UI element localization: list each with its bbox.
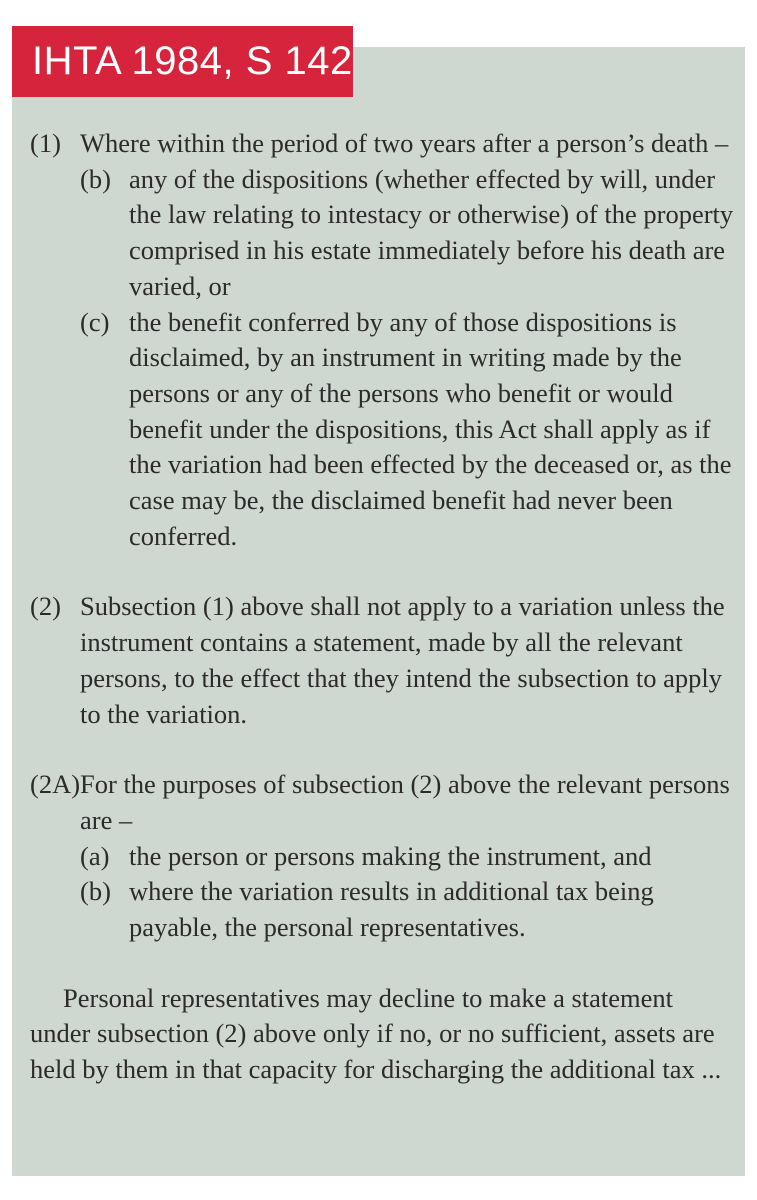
subsection-number: (1) bbox=[30, 128, 61, 158]
list-item bbox=[80, 839, 735, 875]
item-text: where the variation results in additional tax being payable, the personal representatives. bbox=[129, 876, 654, 943]
item-number: (b) bbox=[80, 876, 111, 907]
subsection-text: Where within the period of two years after a person’s death – bbox=[80, 128, 729, 158]
list-item bbox=[80, 305, 735, 555]
list-item bbox=[80, 874, 735, 945]
spacer bbox=[30, 554, 735, 589]
subsection-number: (2A) bbox=[30, 769, 81, 800]
section-title: IHTA 1984, S 142 bbox=[12, 26, 353, 97]
item-text: the person or persons making the instrument, and bbox=[129, 840, 652, 871]
subsection-text: Subsection (1) above shall not apply to a variation unless the instrument contains a statement, made by all the relevant persons, to the effect that they intend the subsection to apply to the variation. bbox=[80, 591, 725, 729]
subsection-text: For the purposes of subsection (2) above the relevant persons are – bbox=[80, 769, 730, 835]
subsection-1 bbox=[30, 126, 735, 554]
spacer bbox=[30, 946, 735, 981]
item-number: (b) bbox=[80, 163, 111, 194]
item-number: (c) bbox=[80, 306, 110, 337]
item-text: any of the dispositions (whether effected by will, under the law relating to intestacy or otherwise) of the property comprised in his estate immediately before his death are varied, or bbox=[129, 163, 734, 301]
subsection-2a bbox=[30, 767, 735, 946]
list-item bbox=[80, 162, 735, 305]
spacer bbox=[30, 732, 735, 767]
item-text: the benefit conferred by any of those dispositions is disclaimed, by an instrument in writing made by the persons or any of the persons who benefit or would benefit under the dispositions, this Act shall apply as if the variation had been effected by the deceased or, as the case may be, the disclaimed benefit had never been conferred. bbox=[129, 306, 732, 551]
subsection-2 bbox=[30, 589, 735, 732]
item-number: (a) bbox=[80, 840, 110, 871]
closing-paragraph: Personal representatives may decline to make a statement under subsection (2) above only if no, or no sufficient, assets are held by them in that capacity for discharging the additional tax ... bbox=[30, 982, 722, 1085]
subsection-number: (2) bbox=[30, 591, 61, 622]
statute-text bbox=[30, 126, 735, 1088]
